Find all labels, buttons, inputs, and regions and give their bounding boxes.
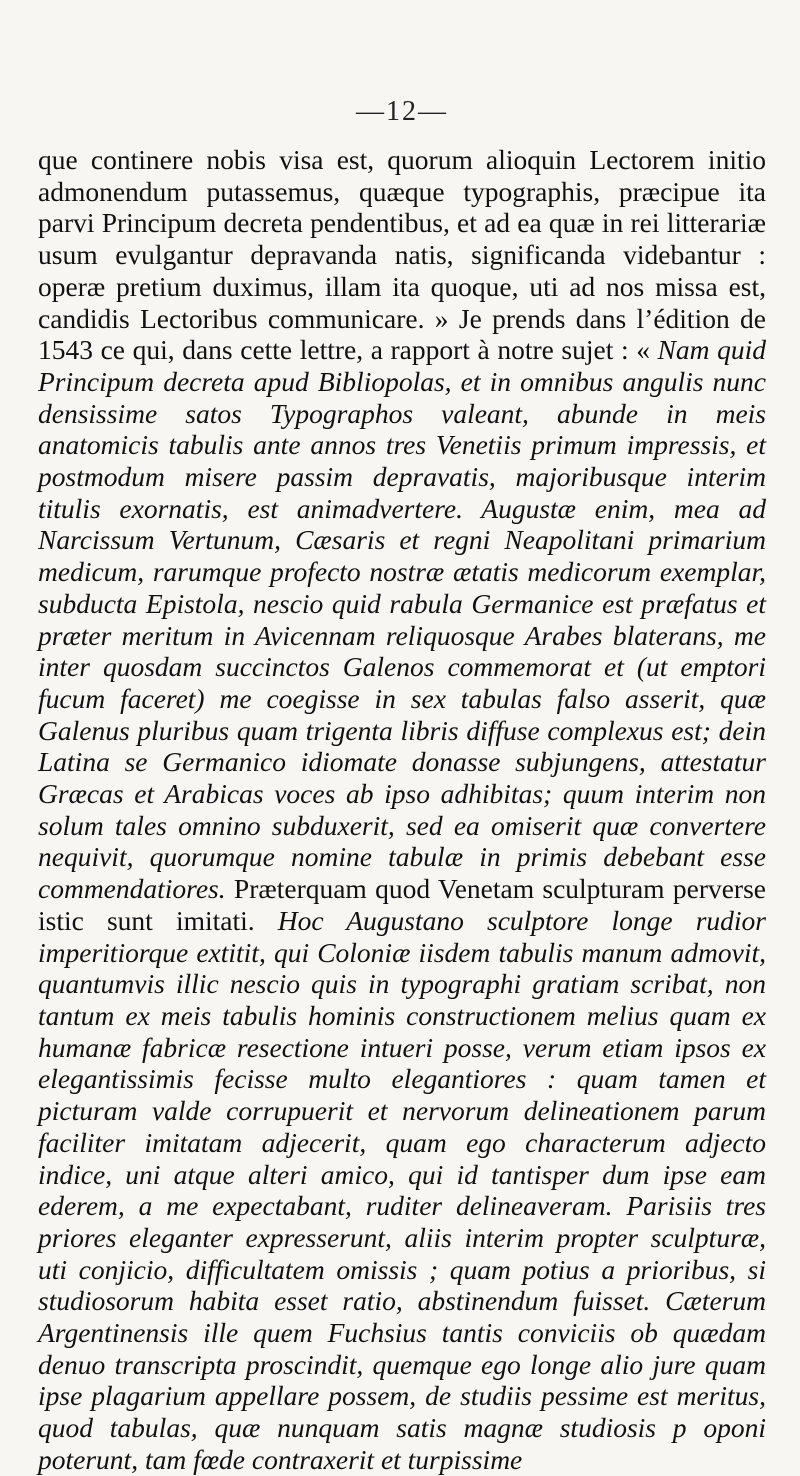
vesalius-quotation-continued: Hoc Augustano sculptore longe rudior imperitiorque extitit, qui Coloniæ iisdem tabulis manum admovit, quantumvis illic nescio quis in typographi gratiam scribat, non tantum ex meis tabulis hominis constructionem melius quam ex humanæ fabricæ resectione intueri posse, verum etiam ipsos ex elegantissimis fecisse multo elegantiores : quam tamen et picturam valde corrupuerit et nervorum delineationem parum faciliter imitatam adjecerit, quam ego characterum adjecto indice, uni atque alteri amico, qui id tantisper dum ipse eam ederem, a me expectabant, ruditer delineaveram. Parisiis tres priores eleganter expresserunt, aliis interim propter sculpturæ, uti conjicio, difficultatem omissis ; quam potius a prioribus, si studiosorum habita esset ratio, abstinendum fuisset. Cæterum Argentinensis ille quem Fuchsius tantis conviciis ob quædam denuo transcripta proscindit, quemque ego longe alio jure quam ipse plagarium appellare possem, de studiis pessime est meritus, quod tabulas, quæ nunquam satis magnæ studiosis p oponi poterunt, tam fœde contraxerit et turpissime bbox=[38, 904, 766, 1475]
roman-interjection: Præterquam quod Venetam sculpturam perverse istic sunt imitati. bbox=[38, 873, 766, 936]
latin-intro-text: que continere nobis visa est, quorum alioquin Lectorem initio admonendum putassemus, quæque typographis, præcipue ita parvi Principum decreta pendentibus, et ad ea quæ in rei litterariæ usum evulgantur depravanda natis, significanda videbantur : operæ pretium duximus, illam ita quoque, uti ad nos missa est, candidis Lectoribus communicare. » Je prends dans l’édition de 1543 ce qui, dans cette lettre, a rapport à notre sujet : « bbox=[38, 144, 766, 366]
page-number: —12— bbox=[356, 96, 448, 127]
body-paragraph bbox=[38, 144, 766, 1476]
vesalius-quotation-italic: Nam quid Principum decreta apud Bibliopolas, et in omnibus angulis nunc densissime satos Typographos valeant, abunde in meis anatomicis tabulis ante annos tres Venetiis primum impressis, et postmodum misere passim depravatis, majoribusque interim titulis exornatis, est animadvertere. Augustæ enim, mea ad Narcissum Vertunum, Cæsaris et regni Neapolitani primarium medicum, rarumque profecto nostræ ætatis medicorum exemplar, subducta Epistola, nescio quid rabula Germanice est præfatus et præter meritum in Avicennam reliquosque Arabes blaterans, me inter quosdam succinctos Galenos commemorat et (ut emptori fucum faceret) me coegisse in sex tabulas falso asserit, quæ Galenus pluribus quam trigenta libris diffuse complexus est; dein Latina se Germanico idiomate donasse subjungens, attestatur Græcas et Arabicas voces ab ipso adhibitas; quum interim non solum tales omnino subduxerit, sed ea omiserit quæ convertere nequivit, quorumque nomine tabulæ in primis debebant esse commendatiores. bbox=[38, 334, 766, 905]
